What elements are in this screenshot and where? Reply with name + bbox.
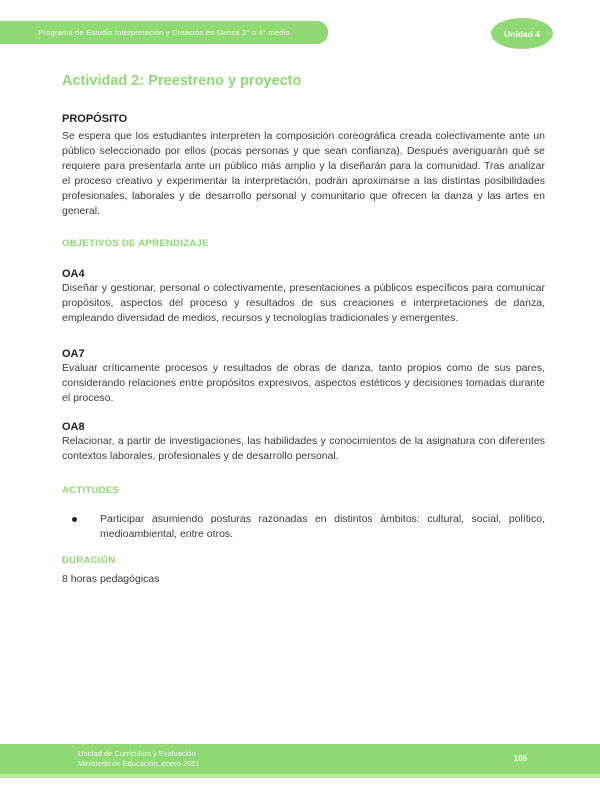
- oa-code: OA7: [62, 348, 85, 360]
- oa-text: Diseñar y gestionar, personal o colectivamente, presentaciones a públicos específicos para comunicar propósitos, aspectos del proceso y resultados de sus creaciones e interpretaciones de danza, empleando diversidad de medios, recursos y tecnologías tradicionales y emergentes.: [62, 282, 545, 324]
- proposito-body: Se espera que los estudiantes interpreten la composición coreográfica creada colectivamente ante un público seleccionado por ellos (pocas personas y que sean confianza). Después averiguarán qué se requiere para presentarla ante un público más amplio y la diseñarán para la comunidad. Tras analizar el proceso creativo y experimentar la interpretación, podrán aproximarse a las distintas posibilidades profesionales, laborales y de desarrollo personal y comunitario que ofrecen la danza y las artes en general.: [62, 130, 545, 217]
- bullet-text: Participar asumiendo posturas razonadas en distintos ámbitos: cultural, social, político, medioambiental, entre otros.: [100, 513, 545, 540]
- program-ribbon-label: Programa de Estudio Interpretación y Creación en Danza 3° o 4° medio: [38, 28, 290, 37]
- actitudes-heading: ACTITUDES: [62, 485, 120, 496]
- duracion-heading: DURACIÓN: [62, 555, 116, 566]
- footer-strip: [0, 774, 600, 778]
- activity-title: Actividad 2: Preestreno y proyecto: [62, 73, 302, 89]
- oa-text: Relacionar, a partir de investigaciones, las habilidades y conocimientos de la asignatura con diferentes contextos laborales, profesionales y de desarrollo personal.: [62, 435, 545, 462]
- footer-bar: [0, 744, 600, 774]
- footer-org-line1: Unidad de Currículum y Evaluación: [78, 749, 196, 758]
- oa-code: OA4: [62, 268, 85, 280]
- page-content: [62, 64, 545, 587]
- duracion-body: 8 horas pedagógicas: [62, 573, 160, 585]
- bullet-item: [62, 512, 545, 542]
- objetivos-heading: OBJETIVOS DE APRENDIZAJE: [62, 238, 209, 249]
- oa-item: [62, 268, 545, 326]
- oa-item: [62, 421, 545, 464]
- proposito-heading: PROPÓSITO: [62, 113, 128, 125]
- footer-org: [78, 749, 200, 769]
- unit-badge-label: Unidad 4: [504, 28, 540, 39]
- oa-code: OA8: [62, 421, 85, 433]
- program-ribbon: [0, 21, 328, 44]
- oa-text: Evaluar críticamente procesos y resultados de obras de danza, tanto propios como de sus pares, considerando relaciones entre propósitos expresivos, aspectos estéticos y decisiones tomadas durante el proceso.: [62, 362, 545, 404]
- bullet-dot: [72, 517, 77, 522]
- footer-org-line2: Ministerio de Educación, enero 2021: [78, 759, 200, 768]
- unit-badge: [491, 18, 553, 49]
- page-number: 105: [513, 754, 527, 763]
- oa-item: [62, 348, 545, 406]
